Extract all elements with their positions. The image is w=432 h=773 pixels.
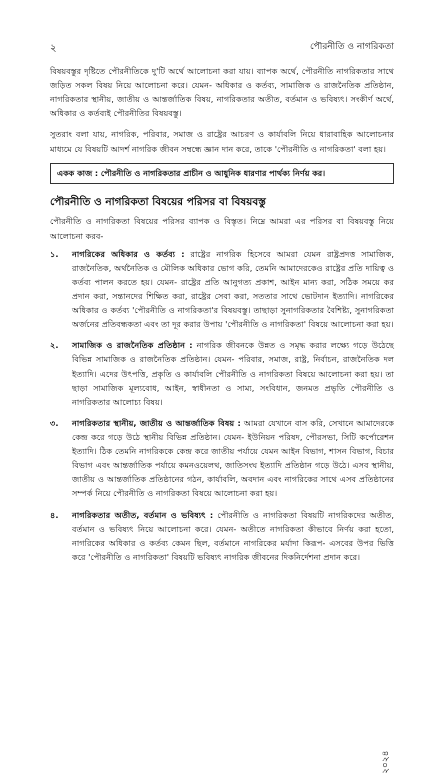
item-term: নাগরিকের অধিকার ও কর্তব্য : bbox=[72, 248, 185, 259]
item-number: ৪. bbox=[50, 509, 59, 520]
item-text: আমরা যেখানে বাস করি, সেখানে আমাদেরকে কেন্দ্র করে গড়ে উঠে স্থানীয় বিভিন্ন প্রতিষ্ঠান। যেমন- ইউনিয়ন পরিষদ, পৌরসভা, সিটি কর্পোরেশন ইত্যাদি। ঠিক তেমনি নাগরিককে কেন্দ্র করে জাতীয় পর্যায়ে যেমন আইন বিভাগ, শাসন বিভাগ, বিচার বিভাগ এবং আন্তর্জাতিক পর্যায়ে কমনওয়েলথ, জাতিসংঘ ইত্যাদি প্রতিষ্ঠান গড়ে উঠে। এসব স্থানীয়, জাতীয় ও আন্তর্জাতিক প্রতিষ্ঠানের গঠন, কার্যাবলি, অবদান এবং নাগরিকের সাথে এসব প্রতিষ্ঠানের সম্পর্ক নিয়ে পৌরনীতি ও নাগরিকতা বিষয়ে আলোচনা করা হয়। bbox=[72, 417, 394, 499]
page-content bbox=[50, 64, 394, 571]
list-item bbox=[50, 338, 394, 409]
item-number: ৩. bbox=[50, 417, 59, 428]
item-text: পৌরনীতি ও নাগরিকতা বিষয়টি নাগরিকদের অতীত, বর্তমান ও ভবিষ্যৎ নিয়ে আলোচনা করে। যেমন- অতীতে নাগরিকতা কীভাবে নির্ণয় করা হতো, নাগরিকের অধিকার ও কর্তব্য কেমন ছিল, বর্তমানে নাগরিকের মর্যাদা কিরূপ- এসবের উপর ভিত্তি করে 'পৌরনীতি ও নাগরিকতা' বিষয়টি ভবিষ্যৎ নাগরিক জীবনের দিকনির্দেশনা প্রদান করে। bbox=[72, 509, 394, 562]
list-item bbox=[50, 247, 394, 332]
section-intro: পৌরনীতি ও নাগরিকতা বিষয়ের পরিসর ব্যাপক ও বিস্তৃত। নিম্নে আমরা এর পরিসর বা বিষয়বস্তু নিয়ে আলোচনা করব- bbox=[50, 216, 394, 241]
paragraph: বিষয়বস্তুর দৃষ্টিতে পৌরনীতিকে দু'টি অর্থে আলোচনা করা যায়। ব্যাপক অর্থে, পৌরনীতি নাগরিকতার সাথে জড়িত সকল বিষয় নিয়ে আলোচনা করে। যেমন- অধিকার ও কর্তব্য, সামাজিক ও রাজনৈতিক প্রতিষ্ঠান, নাগরিকতার স্থানীয়, জাতীয় ও আন্তর্জাতিক বিষয়, নাগরিকতার অতীত, বর্তমান ও ভবিষ্যৎ। সংকীর্ণ অর্থে, অধিকার ও কর্তব্যই পৌরনীতির বিষয়বস্তু। bbox=[50, 66, 394, 119]
item-text: রাষ্ট্রের নাগরিক হিসেবে আমরা যেমন রাষ্ট্রপ্রদত্ত সামাজিক, রাজনৈতিক, অর্থনৈতিক ও মৌলিক অধিকার ভোগ করি, তেমনি আমাদেরকেও রাষ্ট্রের প্রতি দায়িত্ব ও কর্তব্য পালন করতে হয়। যেমন- রাষ্ট্রের প্রতি আনুগত্য প্রকাশ, আইন মান্য করা, সঠিক সময়ে কর প্রদান করা, সন্তানদের শিক্ষিত করা, রাষ্ট্রের সেবা করা, সততার সাথে ভোটদান ইত্যাদি। নাগরিকের অধিকার ও কর্তব্য 'পৌরনীতি ও নাগরিকতা'র বিষয়বস্তু। তাছাড়া সুনাগরিকতার বৈশিষ্ট্য, সুনাগরিকতা অর্জনের প্রতিবন্ধকতা এবং তা দূর করার উপায় 'পৌরনীতি ও নাগরিকতা' বিষয়ে আলোচনা করা হয়। bbox=[72, 248, 394, 330]
page-header bbox=[50, 40, 394, 56]
item-number: ২. bbox=[50, 340, 59, 351]
item-term: নাগরিকতার স্থানীয়, জাতীয় ও আন্তর্জাতিক বিষয় : bbox=[72, 417, 241, 428]
running-title: পৌরনীতি ও নাগরিকতা bbox=[310, 42, 394, 52]
page-number: ২ bbox=[50, 43, 57, 54]
task-box: একক কাজ : পৌরনীতি ও নাগরিকতার প্রাচীন ও আধুনিক ধারণার পার্থক্য নির্ণয় কর। bbox=[50, 163, 394, 185]
item-text: নাগরিক জীবনকে উন্নত ও সমৃদ্ধ করার লক্ষ্যে গড়ে উঠেছে বিভিন্ন সামাজিক ও রাজনৈতিক প্রতিষ্ঠান। যেমন- পরিবার, সমাজ, রাষ্ট্র, নির্বাচন, রাজনৈতিক দল ইত্যাদি। এদের উৎপত্তি, প্রকৃতি ও কার্যাবলি পৌরনীতি ও নাগরিকতা বিষয়ে আলোচনা করা হয়। তা ছাড়া সামাজিক মূল্যবোধ, আইন, স্বাধীনতা ও সাম্য, সংবিধান, জনমত প্রভৃতি পৌরনীতি ও নাগরিকতার আলোচ্য বিষয়। bbox=[72, 340, 394, 407]
footer-page-number: ২০২৪ bbox=[380, 750, 391, 773]
item-term: সামাজিক ও রাজনৈতিক প্রতিষ্ঠান : bbox=[72, 340, 193, 351]
section-heading: পৌরনীতি ও নাগরিকতা বিষয়ের পরিসর বা বিষয়বস্তু bbox=[50, 196, 266, 209]
paragraph: সুতরাং বলা যায়, নাগরিক, পরিবার, সমাজ ও রাষ্ট্রের আচরণ ও কার্যাবলি নিয়ে ধারাবাহিক আলোচনার মাধ্যমে যে বিষয়টি আদর্শ নাগরিক জীবন সম্বন্ধে জ্ঞান দান করে, তাকে 'পৌরনীতি ও নাগরিকতা' বলা হয়। bbox=[50, 129, 394, 154]
item-term: নাগরিকতার অতীত, বর্তমান ও ভবিষ্যৎ : bbox=[72, 509, 214, 520]
scope-list bbox=[50, 247, 394, 564]
list-item bbox=[50, 416, 394, 501]
list-item bbox=[50, 508, 394, 564]
item-number: ১. bbox=[50, 248, 59, 259]
